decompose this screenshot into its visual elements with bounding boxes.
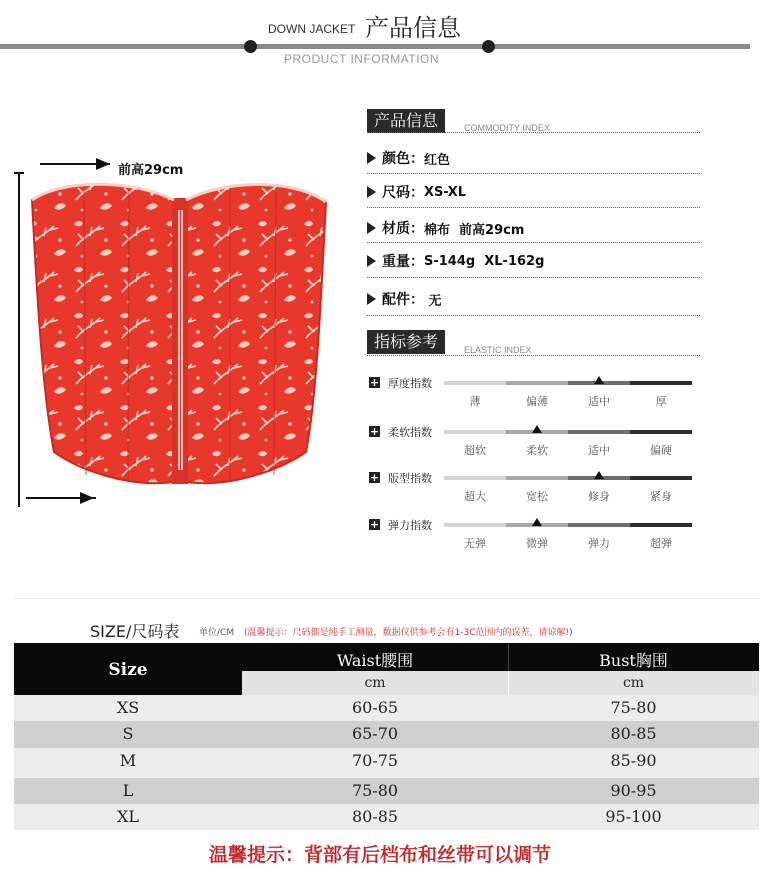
- size-table-title: SIZE/尺码表: [90, 622, 180, 641]
- index-option: 薄: [469, 395, 481, 408]
- size-header-divider: [508, 643, 509, 671]
- info-section-title: 产品信息: [367, 109, 445, 133]
- info-row-material: [367, 218, 524, 238]
- info-row-color: [367, 148, 450, 168]
- index-marker-icon: [532, 518, 542, 526]
- index-option: 弹力: [588, 537, 610, 550]
- bullet-triangle-icon: [367, 293, 376, 305]
- bust-cell: 95-100: [605, 807, 662, 826]
- index-bar-segment: [506, 381, 568, 385]
- header-subtitle: PRODUCT INFORMATION: [284, 52, 440, 66]
- info-value: XS-XL: [424, 184, 467, 200]
- plus-icon: +: [369, 376, 380, 389]
- bust-cell: 85-90: [610, 751, 657, 770]
- header-dot-right: [482, 40, 495, 53]
- info-label: 配件：: [382, 292, 424, 308]
- info-row-size: [367, 182, 466, 202]
- index-name: 厚度指数: [388, 377, 432, 390]
- waist-cell: 70-75: [351, 751, 399, 770]
- index-name: 柔软指数: [388, 426, 432, 439]
- index-bar-segment: [506, 476, 568, 480]
- bust-cell: 75-80: [610, 698, 657, 717]
- index-bar-segment: [444, 523, 506, 527]
- size-cell: S: [122, 724, 134, 743]
- info-row-weight: [367, 251, 544, 271]
- index-option: 适中: [588, 444, 610, 457]
- index-option: 偏薄: [526, 395, 548, 408]
- info-value: 红色: [424, 152, 451, 168]
- size-cell: L: [122, 781, 134, 800]
- info-divider: [367, 315, 700, 316]
- warm-tip: 温馨提示：背部有后档布和丝带可以调节: [208, 844, 551, 866]
- info-value: 棉布 前高29cm: [424, 222, 525, 238]
- size-unit-waist: cm: [364, 675, 386, 691]
- size-cell: M: [119, 751, 137, 770]
- waist-cell: 75-80: [351, 781, 399, 800]
- index-marker-icon: [594, 376, 604, 384]
- index-marker-icon: [594, 471, 604, 479]
- index-bar-segment: [630, 381, 692, 385]
- index-bar-segment: [630, 476, 692, 480]
- corset-product-image: [24, 170, 334, 490]
- info-divider: [367, 242, 700, 243]
- index-divider: [367, 355, 700, 356]
- index-option: 超大: [464, 490, 486, 503]
- info-divider: [367, 173, 700, 174]
- info-label: 尺码：: [382, 185, 424, 201]
- index-section-title: 指标参考: [367, 330, 445, 354]
- measure-arrow-head: [96, 158, 110, 170]
- bullet-triangle-icon: [367, 255, 376, 267]
- size-table-unit: 单位/CM: [199, 628, 235, 638]
- index-option: 宽松: [526, 490, 548, 503]
- height-guide-top: [14, 172, 24, 174]
- header-dot-left: [244, 40, 257, 53]
- info-divider: [367, 277, 700, 278]
- index-option: 柔软: [526, 444, 548, 457]
- index-option: 超弹: [650, 537, 672, 550]
- bullet-triangle-icon: [367, 186, 376, 198]
- size-header-size: Size: [108, 660, 148, 680]
- size-header-waist: Waist腰围: [336, 651, 414, 670]
- plus-icon: +: [369, 518, 380, 531]
- waist-cell: 80-85: [351, 807, 399, 826]
- plus-icon: +: [369, 471, 380, 484]
- index-option: 微弹: [526, 537, 548, 550]
- header-cn-title: 产品信息: [365, 14, 461, 42]
- info-label: 材质：: [382, 221, 424, 237]
- bust-cell: 90-95: [610, 781, 657, 800]
- info-value: S-144g XL-162g: [424, 253, 545, 269]
- index-name: 版型指数: [388, 472, 432, 485]
- info-divider: [367, 207, 700, 208]
- bullet-triangle-icon: [367, 152, 376, 164]
- size-cell: XS: [116, 698, 140, 717]
- info-row-accessory: [367, 289, 442, 309]
- index-bar-segment: [444, 430, 506, 434]
- index-bar-segment: [630, 523, 692, 527]
- bullet-triangle-icon: [367, 222, 376, 234]
- index-section-en-title: ELASTIC INDEX: [464, 345, 532, 355]
- index-bar-segment: [444, 476, 506, 480]
- info-label: 颜色：: [382, 151, 424, 167]
- index-bar-segment: [568, 430, 630, 434]
- index-bar-segment: [444, 381, 506, 385]
- header-divider: [0, 44, 750, 49]
- info-section-en-title: COMMODITY INDEX: [464, 123, 550, 133]
- header-en-title: DOWN JACKET: [268, 22, 356, 36]
- size-unit-bust: cm: [622, 675, 645, 691]
- plus-icon: +: [369, 425, 380, 438]
- index-option: 偏硬: [650, 444, 672, 457]
- bottom-arrow-head: [80, 492, 94, 504]
- index-option: 适中: [588, 395, 610, 408]
- height-guide-line: [18, 172, 20, 507]
- index-option: 厚: [655, 395, 667, 408]
- waist-cell: 65-70: [351, 724, 399, 743]
- size-header-bust: Bust胸围: [599, 651, 668, 670]
- size-cell: XL: [116, 807, 139, 826]
- index-name: 弹力指数: [388, 519, 432, 532]
- measure-label: 前高29cm: [118, 163, 184, 178]
- info-label: 重量：: [382, 254, 424, 270]
- index-option: 修身: [588, 490, 610, 503]
- index-marker-icon: [532, 425, 542, 433]
- index-option: 无弹: [464, 537, 486, 550]
- index-option: 紧身: [650, 490, 672, 503]
- size-top-rule: [14, 598, 759, 599]
- size-table-note: (温馨提示：尺码都是纯手工测量，数据仅供参考会有1-3C范围内的误差，请谅解!): [244, 628, 573, 638]
- index-bar-segment: [630, 430, 692, 434]
- waist-cell: 60-65: [351, 698, 399, 717]
- index-bar-segment: [568, 523, 630, 527]
- index-option: 超软: [464, 444, 486, 457]
- bust-cell: 80-85: [610, 724, 657, 743]
- info-divider: [367, 132, 700, 133]
- info-value: 无: [424, 293, 442, 309]
